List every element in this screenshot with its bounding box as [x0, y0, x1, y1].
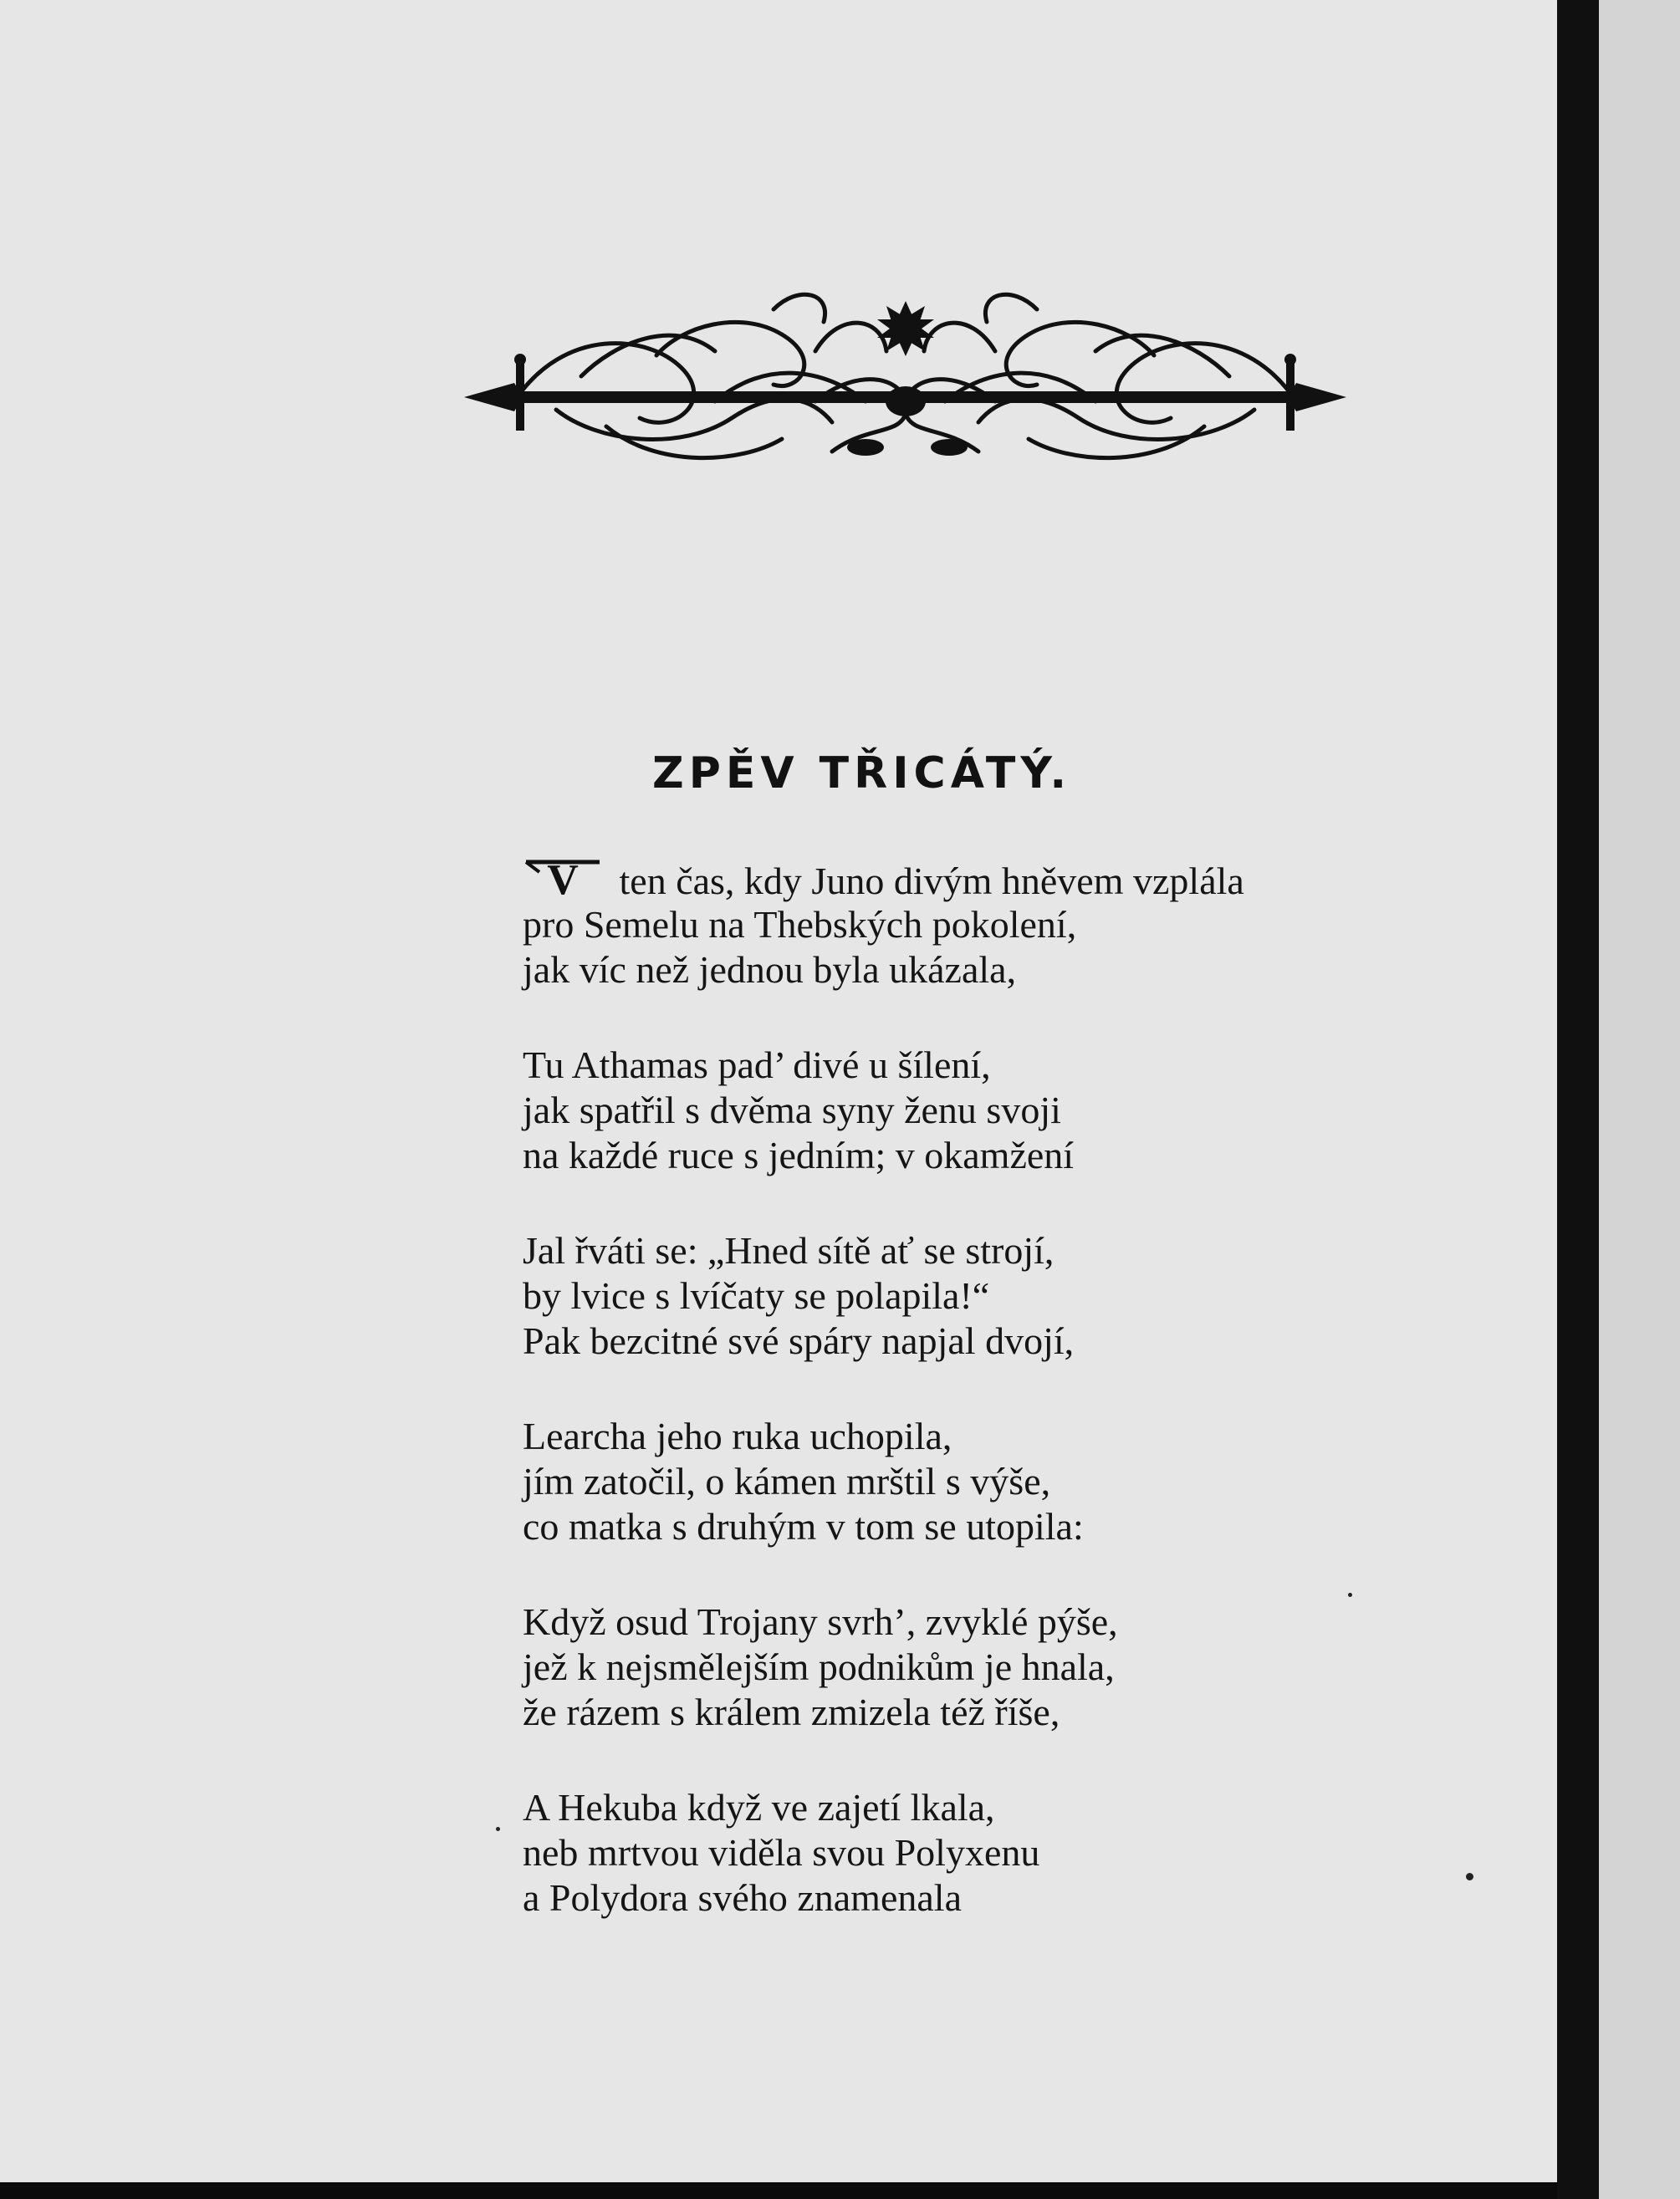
poem-line: Jal řváti se: „Hned sítě ať se strojí, [523, 1229, 1054, 1272]
poem-line: jak víc než jednou byla ukázala, [523, 948, 1017, 991]
paper-speck [496, 1827, 500, 1831]
paper-speck [1466, 1873, 1473, 1880]
stanza [523, 857, 1459, 992]
stanza [523, 1414, 1459, 1549]
chapter-title: ZPĚV TŘICÁTÝ. [652, 748, 1072, 798]
poem-line: neb mrtvou viděla svou Polyxenu [523, 1831, 1040, 1874]
stanza [523, 1228, 1459, 1364]
decorative-ornament [464, 276, 1346, 468]
poem-line: jež k nejsmělejším podnikům je hnala, [523, 1645, 1115, 1688]
poem-line: jak spatřil s dvěma syny ženu svoji [523, 1089, 1061, 1131]
stanza [523, 1043, 1459, 1178]
stanza [523, 1785, 1459, 1921]
poem-line: na každé ruce s jedním; v okamžení [523, 1134, 1075, 1176]
poem-line: Když osud Trojany svrh’, zvyklé pýše, [523, 1600, 1118, 1643]
poem-line: Pak bezcitné své spáry napjal dvojí, [523, 1319, 1075, 1362]
facing-page-edge [1599, 0, 1680, 2199]
poem-line: pro Semelu na Thebských pokolení, [523, 903, 1077, 946]
poem-line: by lvice s lvíčaty se polapila!“ [523, 1274, 990, 1317]
ornamental-initial [523, 857, 603, 899]
paper-speck [1348, 1593, 1352, 1597]
page-gutter [1557, 0, 1599, 2199]
stanza [523, 1600, 1459, 1735]
poem-line: a Polydora svého znamenala [523, 1876, 962, 1919]
poem-line: Learcha jeho ruka uchopila, [523, 1415, 952, 1457]
poem-line: co matka s druhým v tom se utopila: [523, 1505, 1084, 1548]
svg-text:V: V [547, 857, 579, 899]
poem-line: Tu Athamas pad’ divé u šílení, [523, 1043, 991, 1086]
poem-line: V ten čas, kdy Juno divým hněvem vzplála [523, 857, 1459, 902]
poem [523, 857, 1459, 1971]
poem-line: A Hekuba když ve zajetí lkala, [523, 1786, 995, 1829]
poem-line: jím zatočil, o kámen mrštil s výše, [523, 1460, 1051, 1503]
poem-line: že rázem s králem zmizela též říše, [523, 1691, 1060, 1733]
